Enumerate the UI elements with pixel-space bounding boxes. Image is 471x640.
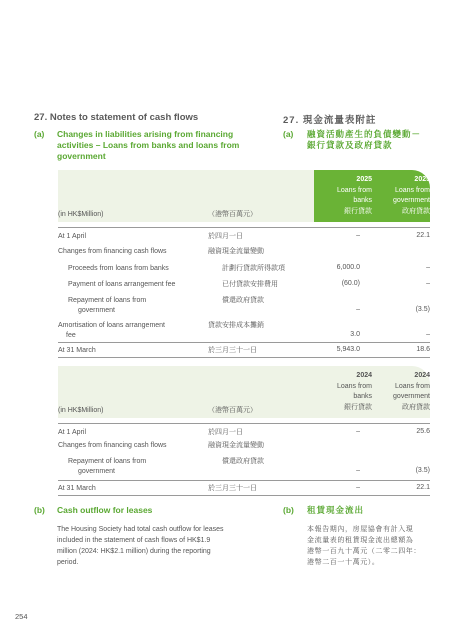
unit-label-zh: （港幣百萬元） bbox=[208, 211, 257, 218]
note-title-zh: 27. 現金流量表附註 bbox=[283, 115, 377, 126]
section-b-body-zh: 本報告期內，房屋協會有計入現 金流量表的租賃現金流出總額為 港幣一百九十萬元（二零二四年： 港幣二百一十萬元）。 bbox=[307, 526, 421, 566]
page-number: 254 bbox=[15, 612, 28, 621]
liabilities-table-2025: (in HK$Million) （港幣百萬元） 2025 Loans from banks 銀行貸款 2025 Loans from government 政府貸款 At 1 April 於四月一日 – 22.1 Changes from financing cash flows 融資現金流量變動 Proceeds from loans from banks 計劃行貸款所得款項 6,000.0 – Payment of loans arrangement fee 已付貸款安排費用 (60.0) – Repayment of loans from government 償還政府貸款 – (3.5) Amortisation of loans arrangement fee 貸款安排成本攤銷 3.0 – At 31 March 於三月三十一日 5,943.0 18.6 bbox=[58, 170, 430, 356]
col-banks-header: 2024 Loans from banks 銀行貸款 bbox=[336, 372, 372, 411]
table-row: Repayment of loans from government bbox=[68, 458, 147, 475]
table-row: At 1 April 於四月一日 – 22.1 bbox=[58, 227, 430, 245]
table-row: Amortisation of loans arrangement fee bbox=[58, 322, 165, 339]
table-row: Payment of loans arrangement fee bbox=[68, 281, 176, 288]
section-b-label-zh: (b) bbox=[283, 505, 294, 515]
col-government-header: 2024 Loans from government 政府貸款 bbox=[393, 372, 430, 411]
section-a-label-zh: (a) bbox=[283, 129, 294, 139]
table-row: Proceeds from loans from banks bbox=[68, 265, 169, 272]
section-b-title-en: Cash outflow for leases bbox=[57, 505, 153, 515]
table-total-row: At 31 March 於三月三十一日 – 22.1 bbox=[58, 480, 430, 496]
col-government-header: 2025 Loans from government 政府貸款 bbox=[393, 176, 430, 215]
liabilities-table-2024: (in HK$Million) （港幣百萬元） 2024 Loans from banks 銀行貸款 2024 Loans from government 政府貸款 At 1 April 於四月一日 – 25.6 Changes from financing cash flows 融資現金流量變動 Repayment of loans from government 償還政府貸款 – (3.5) At 31 March 於三月三十一日 – 22.1 bbox=[58, 366, 430, 500]
table-total-row: At 31 March 於三月三十一日 5,943.0 18.6 bbox=[58, 342, 430, 358]
table-row: Changes from financing cash flows bbox=[58, 248, 167, 255]
table-row: At 1 April 於四月一日 – 25.6 bbox=[58, 423, 430, 441]
table-row: Repayment of loans from government bbox=[68, 297, 147, 314]
table-row: Changes from financing cash flows bbox=[58, 442, 167, 449]
section-a-title-en: Changes in liabilities arising from financing activities – Loans from banks and loans from government bbox=[57, 129, 240, 161]
table-row-zh: 融資現金流量變動 bbox=[208, 248, 264, 255]
section-b-label-en: (b) bbox=[34, 505, 45, 515]
note-title-en: 27. Notes to statement of cash flows bbox=[34, 112, 199, 123]
unit-label-en: (in HK$Million) bbox=[58, 211, 104, 218]
col-banks-header: 2025 Loans from banks 銀行貸款 bbox=[336, 176, 372, 215]
section-a-title-zh: 融資活動產生的負債變動－ 銀行貸款及政府貸款 bbox=[307, 129, 422, 150]
section-b-body-en: The Housing Society had total cash outflow for leases included in the statement of cash flows of HK$1.9 million (2024: HK$2.1 million) during the reporting period. bbox=[57, 526, 224, 566]
section-a-label-en: (a) bbox=[34, 129, 45, 139]
section-b-title-zh: 租賃現金流出 bbox=[307, 505, 365, 515]
unit-label-zh: （港幣百萬元） bbox=[208, 407, 257, 414]
unit-label-en: (in HK$Million) bbox=[58, 407, 104, 414]
